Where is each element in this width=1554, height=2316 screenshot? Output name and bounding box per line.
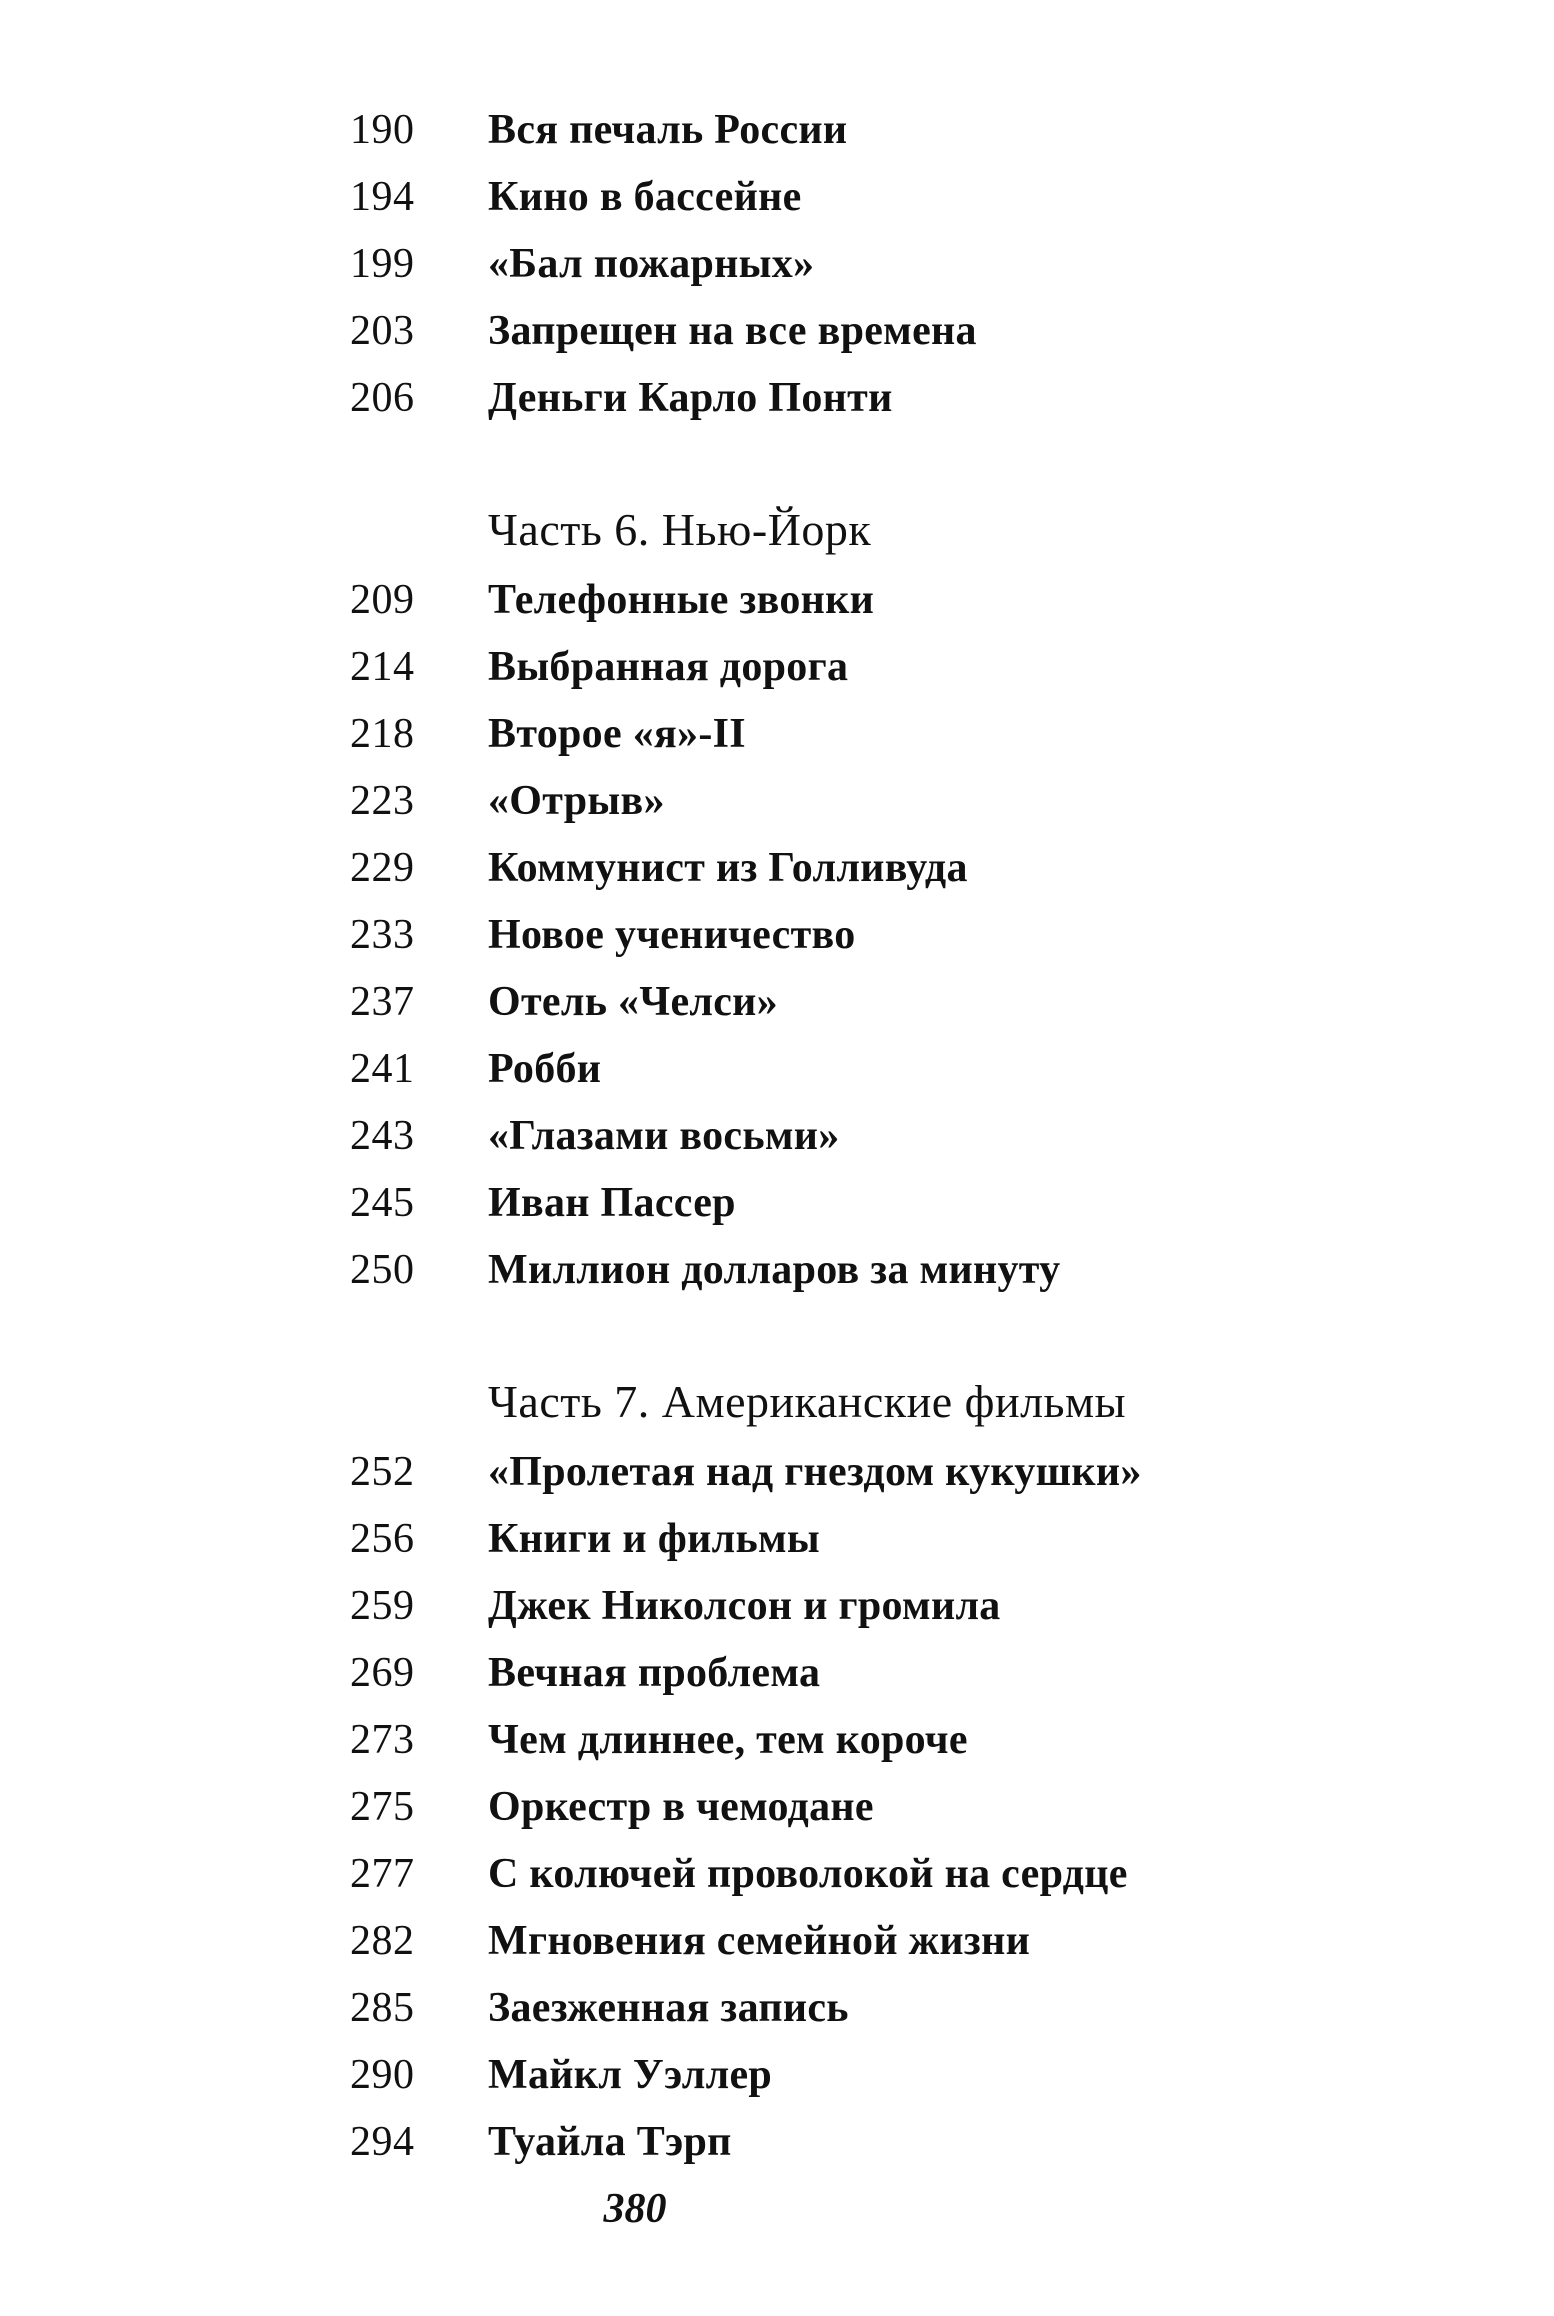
- toc-page-number: 250: [350, 1247, 415, 1293]
- toc-page-number: 269: [350, 1650, 415, 1696]
- toc-title: «Отрыв»: [488, 778, 665, 824]
- toc-entry: [0, 838, 1554, 898]
- toc-title: Новое ученичество: [488, 912, 856, 958]
- toc-page-number: 223: [350, 778, 415, 824]
- toc-title: Иван Пассер: [488, 1180, 736, 1226]
- toc-page-number: 290: [350, 2052, 415, 2098]
- part-heading: Часть 7. Американские фильмы: [488, 1376, 1127, 1427]
- toc-title: Второе «я»-II: [488, 711, 746, 757]
- toc-entry: [0, 771, 1554, 831]
- toc-title: «Глазами восьми»: [488, 1113, 840, 1159]
- toc-title: Запрещен на все времена: [488, 308, 977, 354]
- toc-title: «Бал пожарных»: [488, 241, 815, 287]
- toc-page-number: 273: [350, 1717, 415, 1763]
- toc-entry: [0, 1509, 1554, 1569]
- toc-page-number: 229: [350, 845, 415, 891]
- toc-title: Отель «Челси»: [488, 979, 778, 1025]
- toc-entry: [0, 570, 1554, 630]
- toc-title: Оркестр в чемодане: [488, 1784, 874, 1830]
- toc-title: Миллион долларов за минуту: [488, 1247, 1061, 1293]
- toc-page-number: 194: [350, 174, 415, 220]
- toc-entry: [0, 1978, 1554, 2038]
- toc-entry: [0, 1442, 1554, 1502]
- toc-page-number: 209: [350, 577, 415, 623]
- toc-page-number: 190: [350, 107, 415, 153]
- toc-title: Мгновения семейной жизни: [488, 1918, 1031, 1964]
- toc-entry: [0, 2112, 1554, 2172]
- toc-entry: [0, 368, 1554, 428]
- toc-page-number: 199: [350, 241, 415, 287]
- toc-entry: [0, 167, 1554, 227]
- toc-title: Деньги Карло Понти: [488, 375, 893, 421]
- toc-page-number: 256: [350, 1516, 415, 1562]
- toc-entry: [0, 1777, 1554, 1837]
- toc-page-number: 243: [350, 1113, 415, 1159]
- toc-page-number: 206: [350, 375, 415, 421]
- toc-entry: [0, 637, 1554, 697]
- toc-entry: [0, 234, 1554, 294]
- toc-page-number: 277: [350, 1851, 415, 1897]
- toc-page-number: 233: [350, 912, 415, 958]
- toc-title: Книги и фильмы: [488, 1516, 820, 1562]
- toc-title: С колючей проволокой на сердце: [488, 1851, 1128, 1897]
- toc-entry: [0, 905, 1554, 965]
- toc-entry: [0, 1643, 1554, 1703]
- toc-entry: [0, 704, 1554, 764]
- toc-page-number: 294: [350, 2119, 415, 2165]
- toc-entry: [0, 972, 1554, 1032]
- toc-page-number: 282: [350, 1918, 415, 1964]
- toc-page-number: 275: [350, 1784, 415, 1830]
- toc-page-number: 218: [350, 711, 415, 757]
- toc-title: Вся печаль России: [488, 107, 848, 153]
- toc-title: «Пролетая над гнездом кукушки»: [488, 1449, 1142, 1495]
- toc-entry: [0, 1844, 1554, 1904]
- toc-title: Майкл Уэллер: [488, 2052, 773, 2098]
- toc-entry: [0, 1173, 1554, 1233]
- toc-title: Коммунист из Голливуда: [488, 845, 968, 891]
- toc-title: Выбранная дорога: [488, 644, 849, 690]
- toc-title: Джек Николсон и громила: [488, 1583, 1001, 1629]
- toc-title: Заезженная запись: [488, 1985, 849, 2031]
- toc-entry: [0, 1576, 1554, 1636]
- toc-page-number: 259: [350, 1583, 415, 1629]
- toc-title: Туайла Тэрп: [488, 2119, 732, 2165]
- toc-page-number: 241: [350, 1046, 415, 1092]
- toc-entry: [0, 100, 1554, 160]
- toc-page-number: 245: [350, 1180, 415, 1226]
- toc-page-number: 237: [350, 979, 415, 1025]
- toc-entry: [0, 1240, 1554, 1300]
- toc-entry: [0, 1039, 1554, 1099]
- page-number: 380: [603, 2186, 667, 2232]
- toc-title: Вечная проблема: [488, 1650, 821, 1696]
- toc-entry: [0, 1710, 1554, 1770]
- toc-page-number: 285: [350, 1985, 415, 2031]
- toc-entry: [0, 301, 1554, 361]
- part-heading: Часть 6. Нью-Йорк: [488, 504, 872, 555]
- toc-page-number: 252: [350, 1449, 415, 1495]
- toc-title: Чем длиннее, тем короче: [488, 1717, 968, 1763]
- toc-page-number: 214: [350, 644, 415, 690]
- toc-entry: [0, 2045, 1554, 2105]
- toc-title: Кино в бассейне: [488, 174, 802, 220]
- toc-entry: [0, 1106, 1554, 1166]
- toc-entry: [0, 1911, 1554, 1971]
- toc-title: Робби: [488, 1046, 602, 1092]
- toc-title: Телефонные звонки: [488, 577, 875, 623]
- toc-page-number: 203: [350, 308, 415, 354]
